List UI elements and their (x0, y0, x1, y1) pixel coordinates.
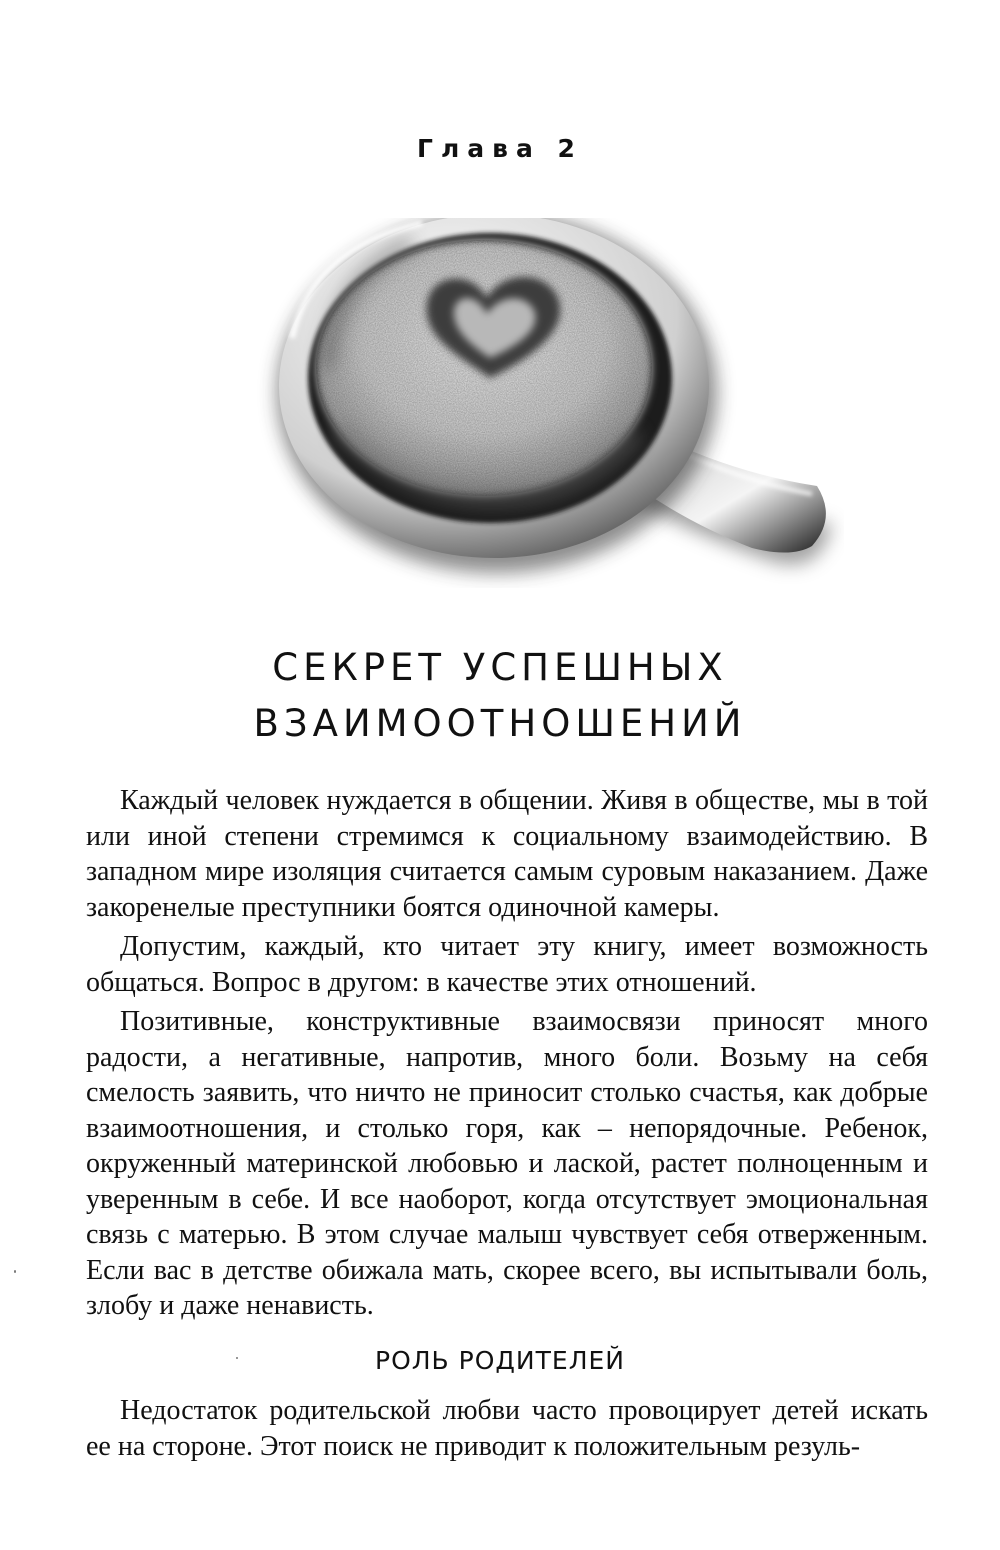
paragraph: Позитивные, конструктивные взаимосвязи приносят много радости, а негативные, напротив, много боли. Возьму на себя смелость заявить, что ничто не приносит столько счастья, как добрые взаимоотношения, и столько горя, как – непорядочные. Ребенок, окруженный материнской любовью и лаской, растет полноценным и уверенным в себе. И все наоборот, когда отсутствует эмоциональная связь с матерью. В этом случае малыш чувствует себя отверженным. Если вас в детстве обижала мать, скорее всего, вы испытывали боль, злобу и даже ненависть. (86, 1006, 928, 1321)
coffee-cup-heart-icon (232, 218, 844, 588)
section-heading: РОЛЬ РОДИТЕЛЕЙ (375, 1346, 625, 1375)
chapter-title (0, 640, 1000, 752)
parents-section (86, 1393, 928, 1468)
chapter-title-line-1: СЕКРЕТ УСПЕШНЫХ (272, 646, 728, 689)
chapter-label: Глава 2 (417, 134, 583, 163)
scan-speck (236, 1357, 238, 1359)
chapter-title-line-2: ВЗАИМООТНОШЕНИЙ (253, 702, 747, 745)
paragraph: Недостаток родительской любви часто провоцирует детей искать ее на стороне. Этот поиск не приводит к положительным резуль- (86, 1395, 928, 1462)
intro-section (86, 783, 928, 1328)
paragraph: Каждый человек нуждается в общении. Живя в обществе, мы в той или иной степени стремимся к социальному взаимодействию. В западном мире изоляция считается самым суровым наказанием. Даже закоренелые преступники боятся одиночной камеры. (86, 785, 928, 923)
scan-speck (14, 1270, 16, 1273)
paragraph: Допустим, каждый, кто читает эту книгу, имеет возможность общаться. Вопрос в другом: в качестве этих отношений. (86, 931, 928, 998)
